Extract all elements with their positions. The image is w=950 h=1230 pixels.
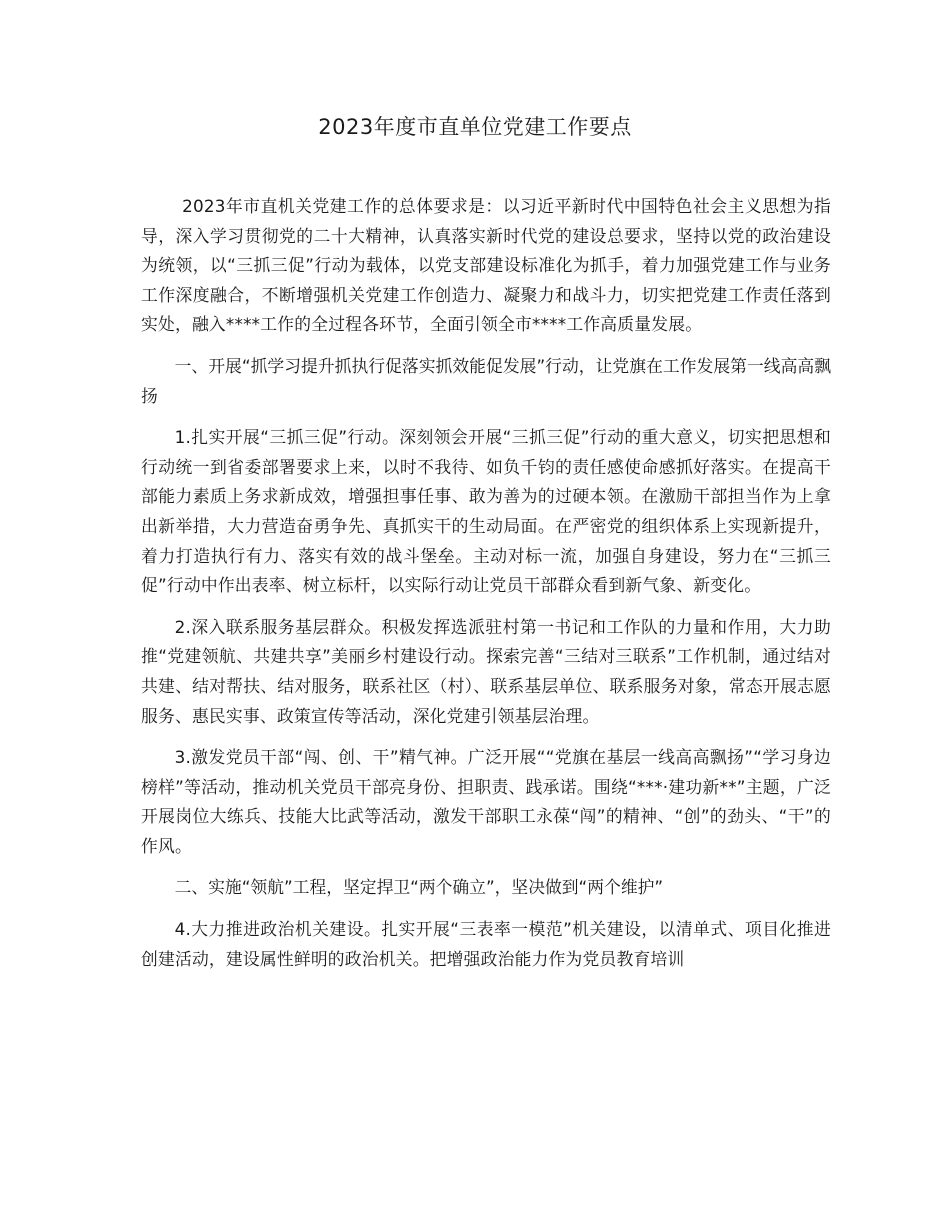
item-paragraph-3: 3.激发党员干部“闯、创、干”精气神。广泛开展““党旗在基层一线高高飘扬”“学习身边榜样”等活动，推动机关党员干部亮身份、担职责、践承诺。围绕“***·建功新**”主题，广泛开展岗位大练兵、技能大比武等活动，激发干部职工永葆“闯”的精神、“创”的劲头、“干”的作风。 xyxy=(141,747,831,856)
document-title: 2023年度市直单位党建工作要点 xyxy=(318,115,632,139)
item-paragraph-1: 1.扎实开展“三抓三促”行动。深刻领会开展“三抓三促”行动的重大意义，切实把思想和行动统一到省委部署要求上来，以时不我待、如负千钧的责任感使命感抓好落实。在提高干部能力素质上务求新成效，增强担事任事、敢为善为的过硬本领。在激励干部担当作为上拿出新举措，大力营造奋勇争先、真抓实干的生动局面。在严密党的组织体系上实现新提升，着力打造执行有力、落实有效的战斗堡垒。主动对标一流，加强自身建设，努力在“三抓三促”行动中作出表率、树立标杆，以实际行动让党员干部群众看到新气象、新变化。 xyxy=(141,427,831,596)
section-heading-1: 一、开展“抓学习提升抓执行促落实抓效能促发展”行动，让党旗在工作发展第一线高高飘扬 xyxy=(141,355,831,406)
intro-paragraph: 2023年市直机关党建工作的总体要求是：以习近平新时代中国特色社会主义思想为指导，深入学习贯彻党的二十大精神，认真落实新时代党的建设总要求，坚持以党的政治建设为统领，以“三抓三促”行动为载体，以党支部建设标准化为抓手，着力加强党建工作与业务工作深度融合，不断增强机关党建工作创造力、凝聚力和战斗力，切实把党建工作责任落到实处，融入****工作的全过程各环节，全面引领全市****工作高质量发展。 xyxy=(141,196,831,335)
section-heading-2: 二、实施“领航”工程，坚定捍卫“两个确立”，坚决做到“两个维护” xyxy=(174,877,664,898)
document-body xyxy=(141,192,831,986)
item-paragraph-4: 4.大力推进政治机关建设。扎实开展“三表率一模范”机关建设，以清单式、项目化推进创建活动，建设属性鲜明的政治机关。把增强政治能力作为党员教育培训 xyxy=(141,919,831,969)
item-paragraph-2: 2.深入联系服务基层群众。积极发挥选派驻村第一书记和工作队的力量和作用，大力助推“党建领航、共建共享”美丽乡村建设行动。探索完善“三结对三联系”工作机制，通过结对共建、结对帮扶、结对服务，联系社区（村）、联系基层单位、联系服务对象，常态开展志愿服务、惠民实事、政策宣传等活动，深化党建引领基层治理。 xyxy=(141,616,831,726)
